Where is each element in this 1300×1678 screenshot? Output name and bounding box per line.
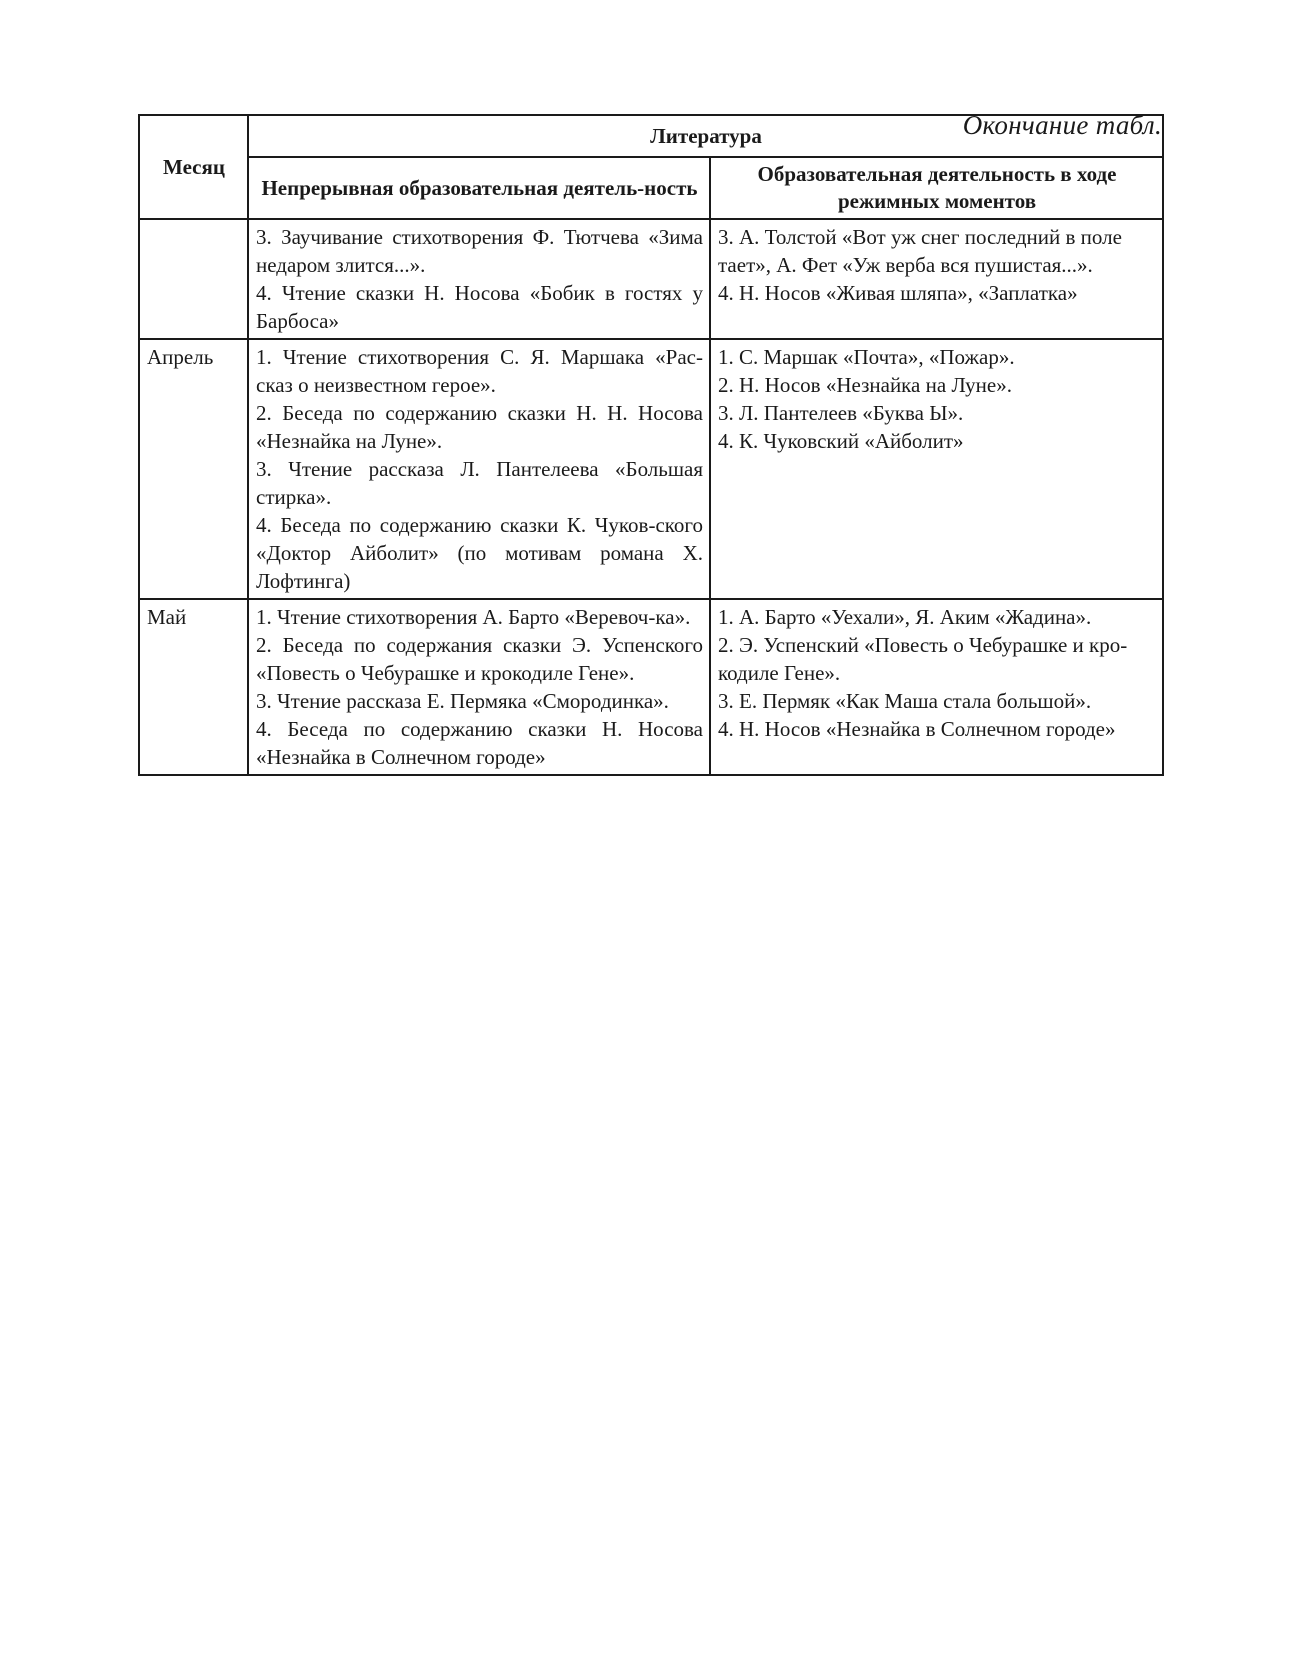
table-row bbox=[139, 219, 1163, 339]
list-item: 2. Беседа по содержания сказки Э. Успенского «Повесть о Чебурашке и крокодиле Гене». bbox=[256, 633, 703, 685]
list-item: 2. Н. Носов «Незнайка на Луне». bbox=[718, 373, 1012, 397]
continuous-activity-header: Непрерывная образовательная деятель-ность bbox=[248, 157, 710, 219]
month-cell bbox=[139, 219, 248, 339]
list-item: 4. Беседа по содержанию сказки Н. Носова «Незнайка в Солнечном городе» bbox=[256, 717, 703, 769]
table-container bbox=[138, 110, 1162, 776]
literature-header: Литература bbox=[248, 115, 1163, 157]
month-cell: Май bbox=[139, 599, 248, 775]
list-item: 3. Л. Пантелеев «Буква Ы». bbox=[718, 401, 964, 425]
regime-activity-header: Образовательная деятельность в ходе режимных моментов bbox=[710, 157, 1163, 219]
continuous-cell bbox=[248, 339, 710, 599]
list-item: 1. Чтение стихотворения С. Я. Маршака «Рас-сказ о неизвестном герое». bbox=[256, 345, 703, 397]
table-caption: Окончание табл. bbox=[962, 110, 1162, 140]
list-item: 2. Беседа по содержанию сказки Н. Н. Носова «Незнайка на Луне». bbox=[256, 401, 703, 453]
list-item: 4. Чтение сказки Н. Носова «Бобик в гостях у Барбоса» bbox=[256, 281, 703, 333]
list-item: 1. А. Барто «Уехали», Я. Аким «Жадина». bbox=[718, 605, 1092, 629]
header-row-2 bbox=[139, 157, 1163, 219]
list-item: 2. Э. Успенский «Повесть о Чебурашке и кро-кодиле Гене». bbox=[718, 633, 1128, 685]
table-row bbox=[139, 599, 1163, 775]
list-item: 3. Заучивание стихотворения Ф. Тютчева «Зима недаром злится...». bbox=[256, 225, 703, 277]
list-item: 3. Е. Пермяк «Как Маша стала большой». bbox=[718, 689, 1092, 713]
literature-table bbox=[138, 114, 1164, 776]
table-row bbox=[139, 339, 1163, 599]
regime-cell bbox=[710, 219, 1163, 339]
continuous-cell bbox=[248, 599, 710, 775]
continuous-cell bbox=[248, 219, 710, 339]
list-item: 4. К. Чуковский «Айболит» bbox=[718, 429, 964, 453]
list-item: 1. С. Маршак «Почта», «Пожар». bbox=[718, 345, 1015, 369]
list-item: 3. А. Толстой «Вот уж снег последний в поле тает», А. Фет «Уж верба вся пушистая...». bbox=[718, 225, 1122, 277]
month-header: Месяц bbox=[139, 115, 248, 219]
list-item: 4. Беседа по содержанию сказки К. Чуков-ского «Доктор Айболит» (по мотивам романа Х. Лофтинга) bbox=[256, 513, 703, 593]
list-item: 1. Чтение стихотворения А. Барто «Веревоч-ка». bbox=[256, 605, 691, 629]
regime-cell bbox=[710, 339, 1163, 599]
list-item: 4. Н. Носов «Незнайка в Солнечном городе» bbox=[718, 717, 1116, 741]
regime-cell bbox=[710, 599, 1163, 775]
list-item: 3. Чтение рассказа Л. Пантелеева «Большая стирка». bbox=[256, 457, 703, 509]
month-cell: Апрель bbox=[139, 339, 248, 599]
list-item: 4. Н. Носов «Живая шляпа», «Заплатка» bbox=[718, 281, 1078, 305]
list-item: 3. Чтение рассказа Е. Пермяка «Смородинка». bbox=[256, 689, 669, 713]
